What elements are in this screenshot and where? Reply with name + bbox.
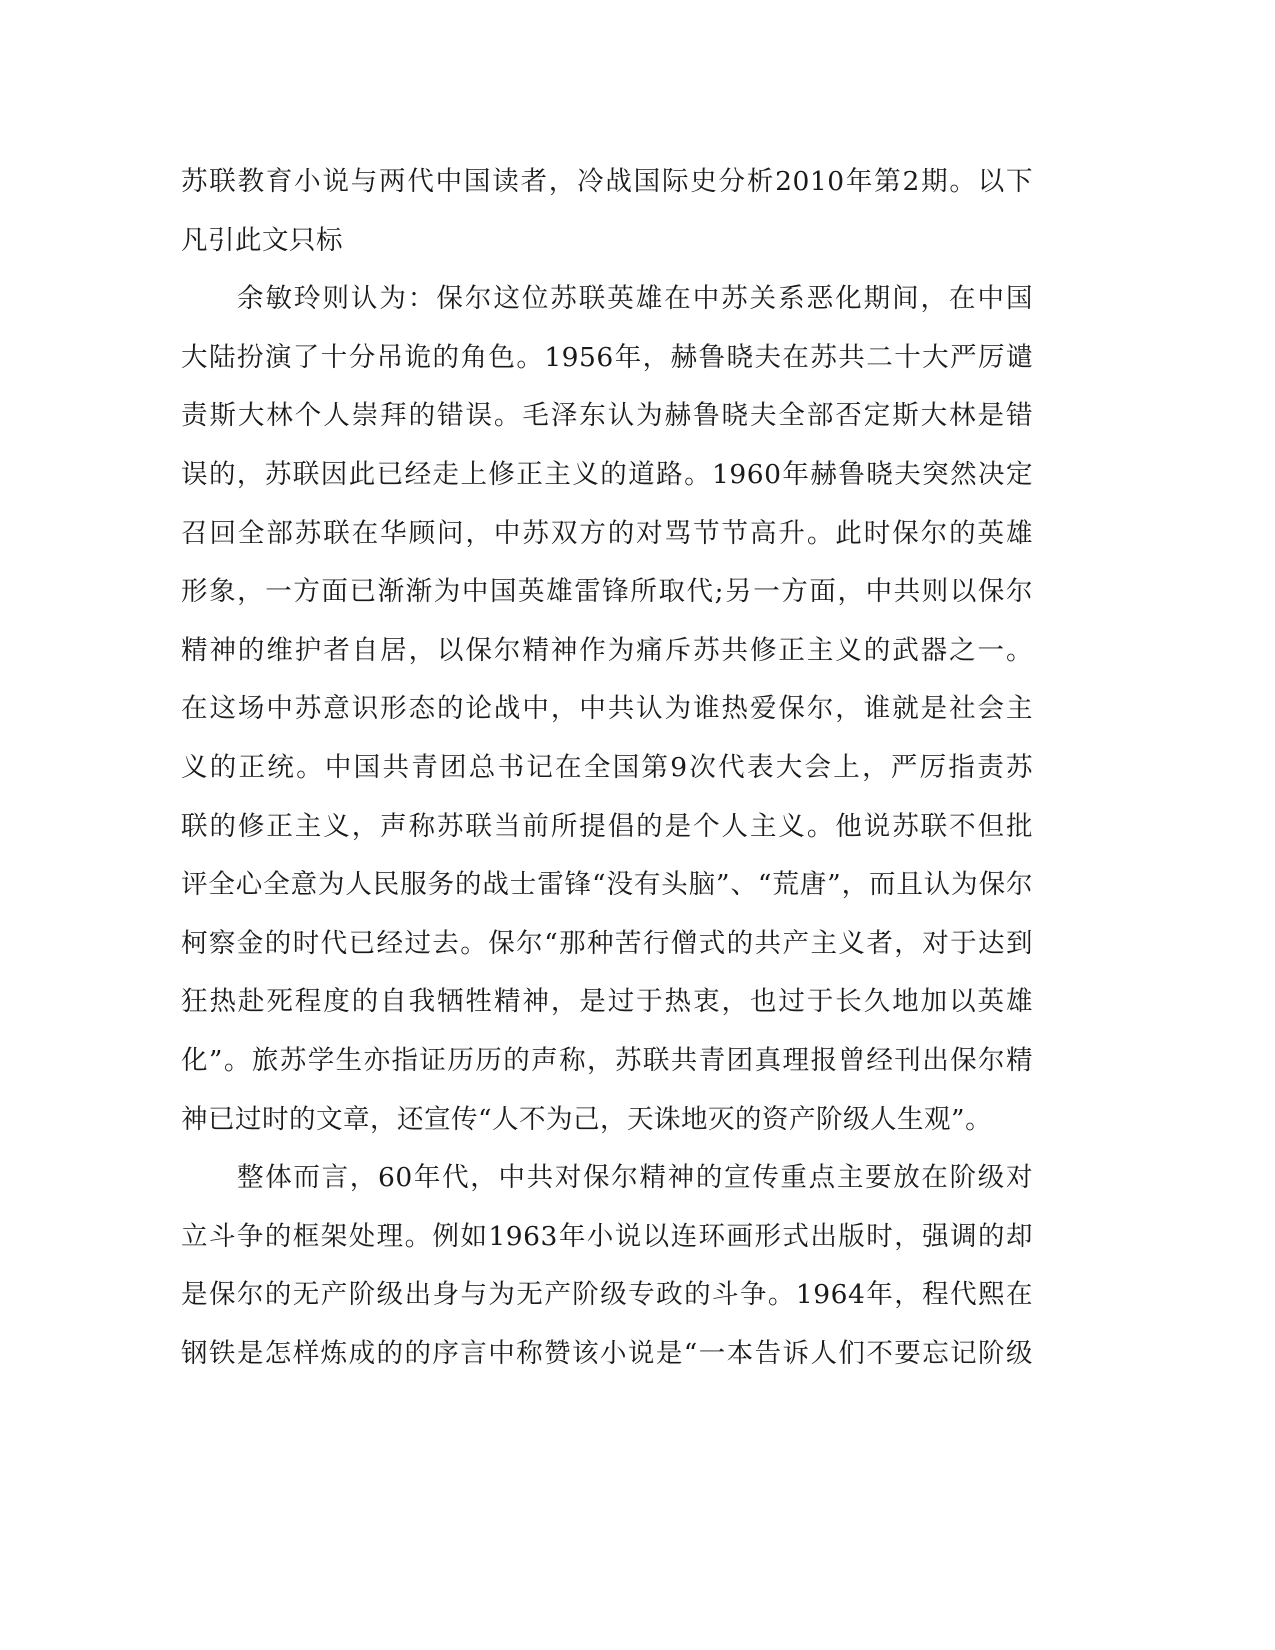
text-line: 苏联教育小说与两代中国读者，冷战国际史分析2010年第2期。以下: [181, 166, 1033, 197]
text-line: 误的，苏联因此已经走上修正主义的道路。1960年赫鲁晓夫突然决定: [181, 458, 1033, 490]
text-line: 大陆扮演了十分吊诡的角色。1956年，赫鲁晓夫在苏共二十大严厉谴: [181, 341, 1033, 373]
text-line: 余敏玲则认为：保尔这位苏联英雄在中苏关系恶化期间，在中国: [237, 283, 1033, 315]
text-line: 精神的维护者自居，以保尔精神作为痛斥苏共修正主义的武器之一。: [181, 634, 1033, 666]
body-text: [181, 153, 1033, 1383]
text-line: 化”。旅苏学生亦指证历历的声称，苏联共青团真理报曾经刊出保尔精: [181, 1044, 1033, 1076]
text-line: 整体而言，60年代，中共对保尔精神的宣传重点主要放在阶级对: [237, 1162, 1033, 1194]
text-line: 钢铁是怎样炼成的的序言中称赞该小说是“一本告诉人们不要忘记阶级: [181, 1337, 1033, 1369]
text-line: 责斯大林个人崇拜的错误。毛泽东认为赫鲁晓夫全部否定斯大林是错: [181, 400, 1033, 432]
footnote-fragment: [181, 153, 1033, 270]
text-line: 柯察金的时代已经过去。保尔“那种苦行僧式的共产主义者，对于达到: [181, 927, 1033, 959]
text-line: 评全心全意为人民服务的战士雷锋“没有头脑”、“荒唐”，而且认为保尔: [181, 869, 1033, 901]
paragraph-2: [181, 1149, 1033, 1383]
paragraph-1: [181, 270, 1033, 1149]
text-line: 召回全部苏联在华顾问，中苏双方的对骂节节高升。此时保尔的英雄: [181, 517, 1033, 549]
text-line: 狂热赴死程度的自我牺牲精神，是过于热衷，也过于长久地加以英雄: [181, 986, 1033, 1018]
text-line: 凡引此文只标: [181, 224, 343, 256]
text-line: 形象，一方面已渐渐为中国英雄雷锋所取代;另一方面，中共则以保尔: [181, 576, 1033, 608]
text-line: 义的正统。中国共青团总书记在全国第9次代表大会上，严厉指责苏: [181, 751, 1033, 783]
text-line: 在这场中苏意识形态的论战中，中共认为谁热爱保尔，谁就是社会主: [181, 693, 1033, 725]
text-line: 立斗争的框架处理。例如1963年小说以连环画形式出版时，强调的却: [181, 1220, 1033, 1252]
text-line: 是保尔的无产阶级出身与为无产阶级专政的斗争。1964年，程代熙在: [181, 1279, 1033, 1311]
text-line: 神已过时的文章，还宣传“人不为己，天诛地灭的资产阶级人生观”。: [181, 1103, 993, 1135]
text-line: 联的修正主义，声称苏联当前所提倡的是个人主义。他说苏联不但批: [181, 810, 1033, 842]
